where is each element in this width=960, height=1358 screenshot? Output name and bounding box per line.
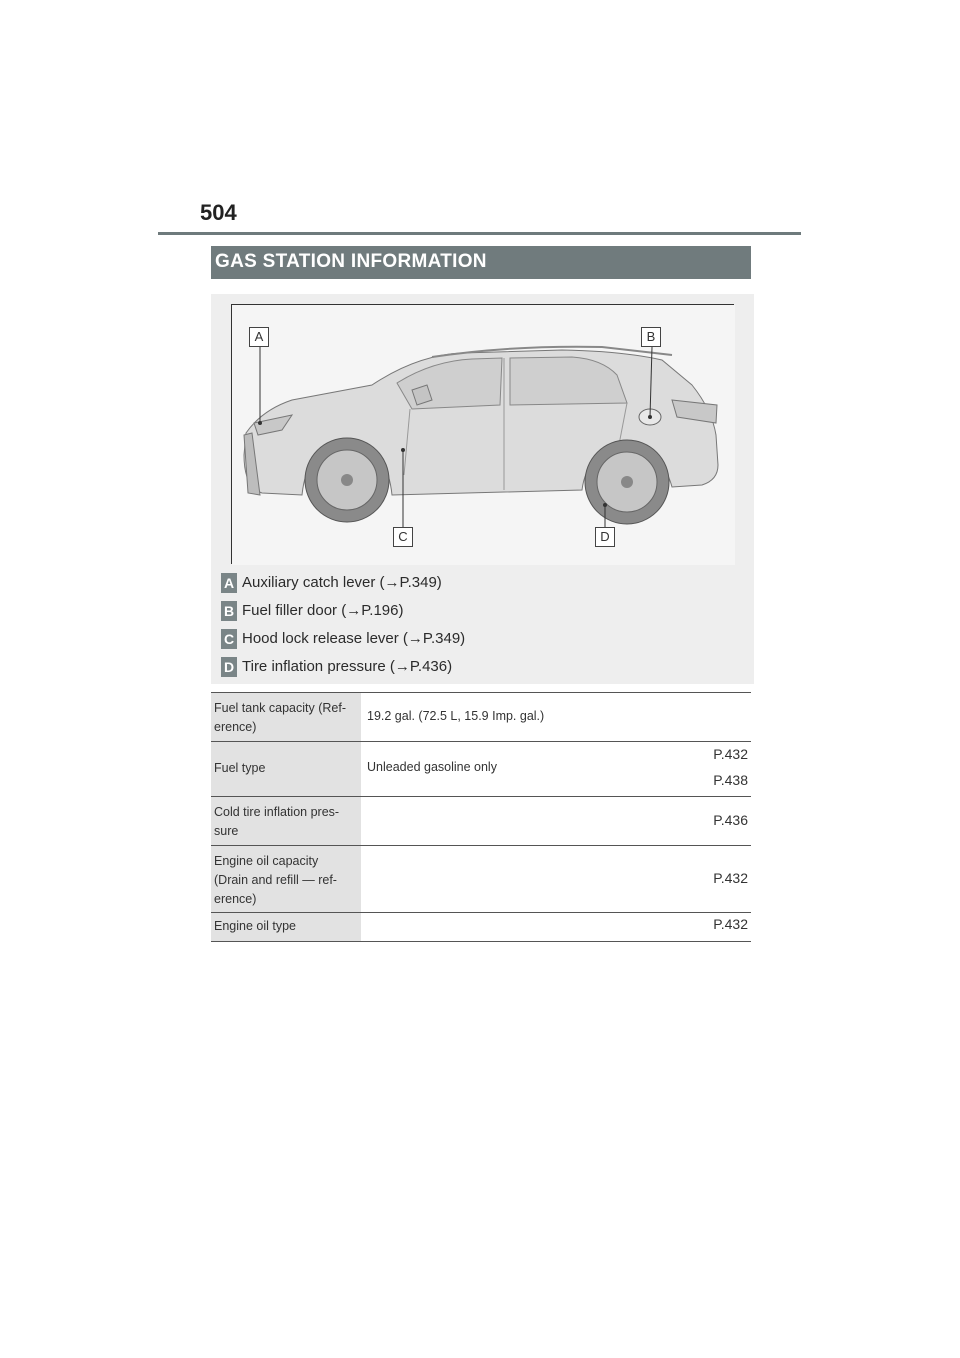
callout-a: A — [249, 327, 269, 347]
table-row — [211, 742, 751, 797]
spec-table — [211, 692, 751, 942]
spec-label: Cold tire inflation pres- sure — [211, 797, 361, 845]
legend-badge: D — [221, 657, 237, 677]
legend-badge: B — [221, 601, 237, 621]
page-ref: P.436 — [713, 812, 748, 828]
table-row — [211, 693, 751, 742]
spec-value: Unleaded gasoline only — [367, 760, 497, 774]
callout-b: B — [641, 327, 661, 347]
legend-badge: C — [221, 629, 237, 649]
spec-label: Engine oil type — [211, 913, 361, 941]
legend-text: Hood lock release lever (→P.349) — [242, 630, 466, 647]
page-ref: P.432 — [713, 916, 748, 932]
legend-badge: A — [221, 573, 237, 593]
page-number: 504 — [200, 200, 237, 225]
table-row — [211, 797, 751, 846]
table-row — [211, 913, 751, 942]
header-rule — [158, 232, 801, 235]
callout-d: D — [595, 527, 615, 547]
page-ref: P.438 — [713, 772, 748, 788]
vehicle-illustration — [231, 304, 734, 564]
spec-value: 19.2 gal. (72.5 L, 15.9 Imp. gal.) — [367, 709, 545, 723]
table-row — [211, 846, 751, 913]
callout-c: C — [393, 527, 413, 547]
legend-text: Auxiliary catch lever (→P.349) — [242, 574, 442, 591]
legend-text: Fuel filler door (→P.196) — [242, 602, 404, 619]
page-ref: P.432 — [713, 870, 748, 886]
spec-label: Fuel tank capacity (Ref- erence) — [211, 693, 361, 741]
spec-label: Engine oil capacity (Drain and refill — ref- erence) — [211, 846, 361, 912]
legend-text: Tire inflation pressure (→P.436) — [242, 658, 453, 675]
section-title: GAS STATION INFORMATION — [211, 246, 751, 279]
spec-label: Fuel type — [211, 742, 361, 796]
page-ref: P.432 — [713, 746, 748, 762]
